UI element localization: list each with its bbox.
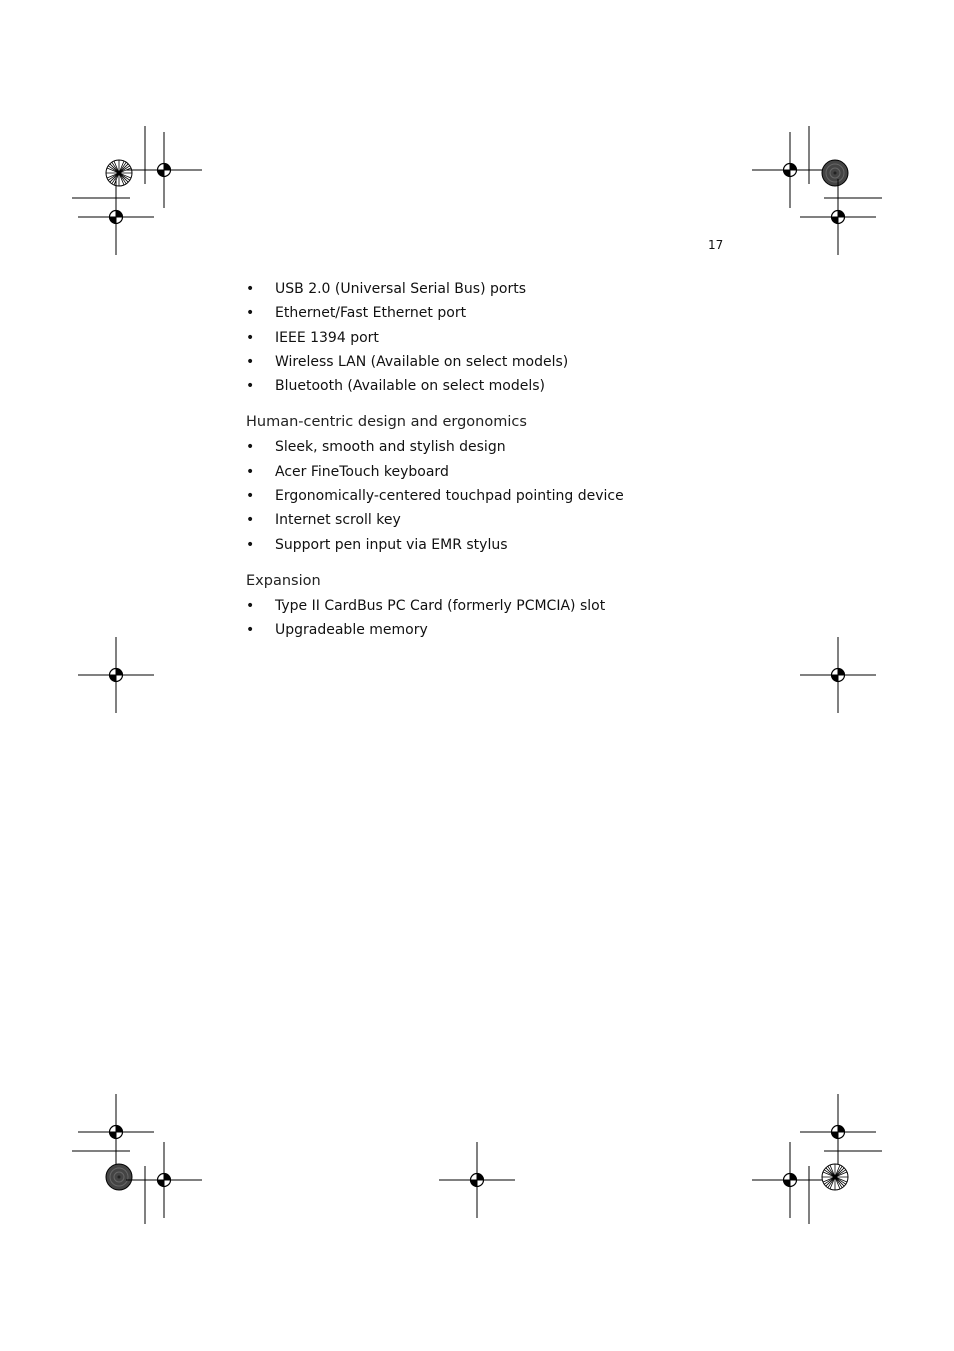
list-item (246, 279, 766, 303)
bullet: • (246, 463, 255, 480)
connectivity-list (246, 279, 766, 400)
bullet: • (246, 512, 255, 529)
list-item (246, 462, 766, 486)
list-item-text: Type II CardBus PC Card (formerly PCMCIA) slot (275, 597, 606, 614)
bullet: • (246, 329, 255, 346)
list-item (246, 376, 766, 400)
list-item-text: IEEE 1394 port (275, 329, 379, 346)
list-item (246, 437, 766, 461)
bullet: • (246, 536, 255, 553)
list-item-text: Internet scroll key (275, 512, 401, 529)
page-number: 17 (708, 238, 724, 252)
bullet: • (246, 622, 255, 639)
list-item (246, 303, 766, 327)
bullet: • (246, 488, 255, 505)
list-item-text: Ergonomically-centered touchpad pointing device (275, 488, 624, 505)
list-item (246, 535, 766, 559)
list-item-text: Support pen input via EMR stylus (275, 536, 508, 553)
ergonomics-list (246, 437, 766, 558)
bullet: • (246, 378, 255, 395)
document-body (246, 279, 766, 645)
expansion-list (246, 596, 766, 645)
list-item (246, 486, 766, 510)
bullet: • (246, 281, 255, 297)
bullet: • (246, 597, 255, 614)
list-item-text: Wireless LAN (Available on select models) (275, 353, 569, 370)
bullet: • (246, 305, 255, 322)
list-item-text: Upgradeable memory (275, 622, 428, 639)
section-heading-ergonomics: Human-centric design and ergonomics (246, 414, 527, 431)
list-item-text: Sleek, smooth and stylish design (275, 439, 506, 456)
bullet: • (246, 439, 255, 456)
list-item (246, 352, 766, 376)
section-heading-expansion: Expansion (246, 572, 321, 589)
bullet: • (246, 353, 255, 370)
list-item-text: USB 2.0 (Universal Serial Bus) ports (275, 281, 526, 297)
list-item-text: Ethernet/Fast Ethernet port (275, 305, 467, 322)
list-item-text: Bluetooth (Available on select models) (275, 378, 545, 395)
list-item (246, 596, 766, 620)
list-item (246, 620, 766, 644)
list-item (246, 328, 766, 352)
list-item (246, 510, 766, 534)
list-item-text: Acer FineTouch keyboard (275, 463, 449, 480)
